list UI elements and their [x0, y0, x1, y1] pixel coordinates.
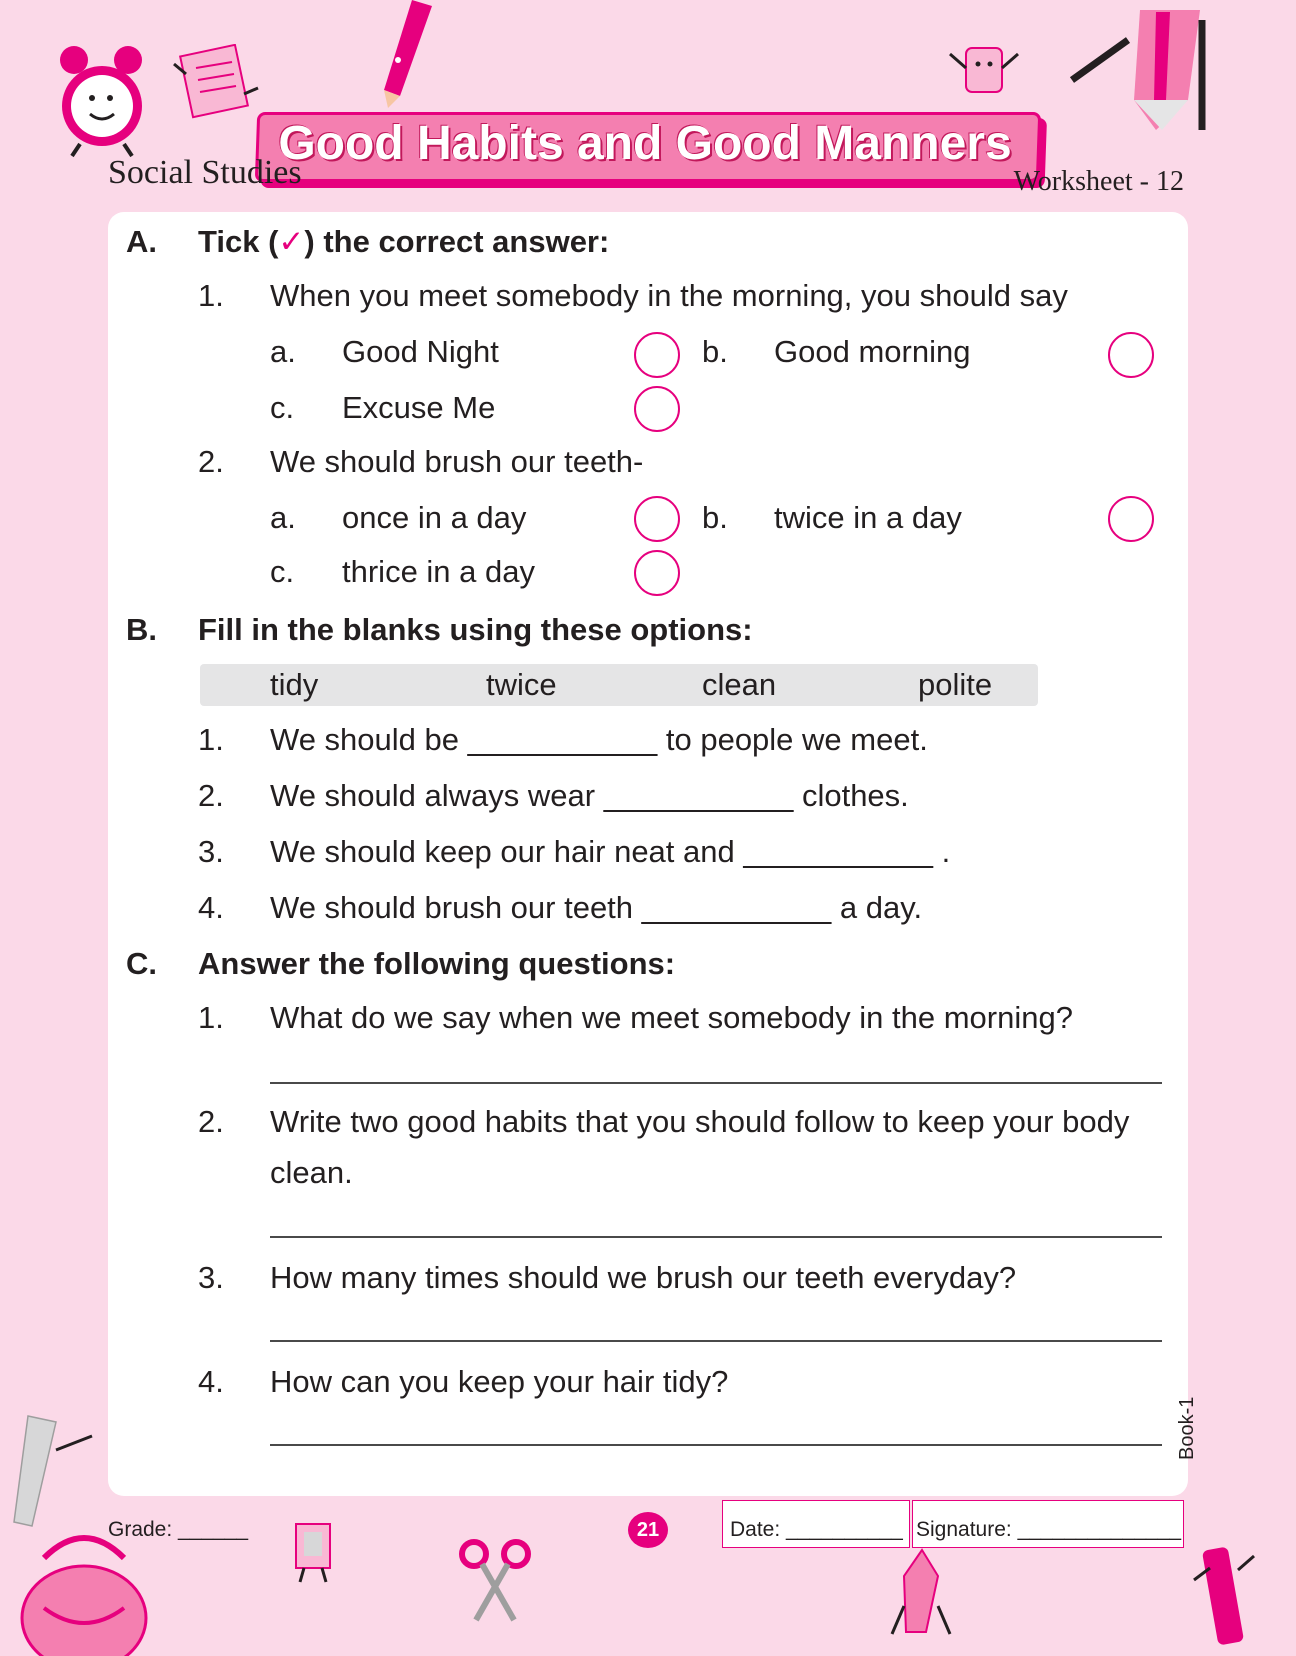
word-bank-item: clean: [702, 667, 777, 702]
word-bank: [200, 664, 1038, 706]
question-number: 2.: [198, 444, 224, 479]
check-mark-icon: ✓: [278, 224, 305, 259]
scissors-icon: [456, 1536, 536, 1626]
notepad-icon: [172, 44, 262, 124]
option-text: once in a day: [342, 500, 527, 535]
word-bank-item: tidy: [270, 667, 319, 702]
grade-field[interactable]: Grade: ______: [108, 1518, 249, 1541]
question-number: 2.: [198, 1104, 224, 1139]
option-text: Excuse Me: [342, 390, 496, 425]
ruler-icon: [8, 1410, 98, 1530]
blank-number: 2.: [198, 778, 224, 813]
answer-circle[interactable]: [634, 496, 680, 542]
answer-circle[interactable]: [634, 386, 680, 432]
signature-field[interactable]: Signature: ______________: [916, 1518, 1182, 1541]
question-text: We should brush our teeth-: [270, 444, 644, 479]
question-number: 1.: [198, 1000, 224, 1035]
answer-line[interactable]: [270, 1082, 1162, 1084]
sharpener-icon: [284, 1516, 344, 1586]
answer-line[interactable]: [270, 1444, 1162, 1446]
date-field[interactable]: Date: __________: [730, 1518, 903, 1541]
option-letter: a.: [270, 500, 296, 535]
answer-circle[interactable]: [1108, 496, 1154, 542]
section-a-letter: A.: [126, 224, 157, 259]
answer-circle[interactable]: [1108, 332, 1154, 378]
pencil-icon: [372, 0, 442, 110]
book-label: Book-1: [1176, 1396, 1198, 1460]
blank-number: 3.: [198, 834, 224, 869]
word-bank-item: twice: [486, 667, 557, 702]
section-c-letter: C.: [126, 946, 157, 981]
option-letter: c.: [270, 554, 295, 589]
blank-number: 1.: [198, 722, 224, 757]
schoolbag-icon: [14, 1528, 154, 1656]
question-text: Write two good habits that you should follow to keep your body: [270, 1104, 1130, 1139]
blank-sentence: We should brush our teeth ___________ a day.: [270, 890, 923, 925]
answer-circle[interactable]: [634, 332, 680, 378]
pencil-character-icon: [1070, 0, 1220, 140]
question-number: 3.: [198, 1260, 224, 1295]
section-b-instruction: Fill in the blanks using these options:: [198, 612, 753, 647]
section-c-instruction: Answer the following questions:: [198, 946, 676, 981]
question-text-continued: clean.: [270, 1155, 353, 1190]
page-number: 21: [628, 1512, 668, 1548]
question-text: How can you keep your hair tidy?: [270, 1364, 729, 1399]
option-letter: a.: [270, 334, 296, 369]
question-text: What do we say when we meet somebody in the morning?: [270, 1000, 1073, 1035]
answer-line[interactable]: [270, 1236, 1162, 1238]
answer-line[interactable]: [270, 1340, 1162, 1342]
option-text: twice in a day: [774, 500, 962, 535]
worksheet-number: Worksheet - 12: [1013, 166, 1184, 197]
instruction-post: ) the correct answer:: [304, 224, 610, 259]
option-text: Good Night: [342, 334, 499, 369]
alarm-clock-icon: [52, 40, 152, 160]
answer-circle[interactable]: [634, 550, 680, 596]
option-text: Good morning: [774, 334, 971, 369]
question-text: When you meet somebody in the morning, you should say: [270, 278, 1068, 313]
option-letter: b.: [702, 334, 728, 369]
blank-sentence: We should be ___________ to people we meet.: [270, 722, 928, 757]
marker-icon: [1190, 1540, 1260, 1650]
question-number: 4.: [198, 1364, 224, 1399]
blank-sentence: We should always wear ___________ clothes.: [270, 778, 909, 813]
option-letter: b.: [702, 500, 728, 535]
section-b-letter: B.: [126, 612, 157, 647]
section-a-instruction: [198, 222, 609, 262]
eraser-icon: [944, 40, 1024, 110]
subject-label: Social Studies: [108, 154, 302, 191]
question-number: 1.: [198, 278, 224, 313]
option-text: thrice in a day: [342, 554, 535, 589]
word-bank-item: polite: [918, 667, 993, 702]
question-text: How many times should we brush our teeth everyday?: [270, 1260, 1017, 1295]
blank-number: 4.: [198, 890, 224, 925]
page-title: Good Habits and Good Manners: [278, 117, 1012, 170]
blank-sentence: We should keep our hair neat and ___________ .: [270, 834, 951, 869]
option-letter: c.: [270, 390, 295, 425]
instruction-pre: Tick (: [198, 224, 279, 259]
crayon-icon: [886, 1546, 956, 1636]
